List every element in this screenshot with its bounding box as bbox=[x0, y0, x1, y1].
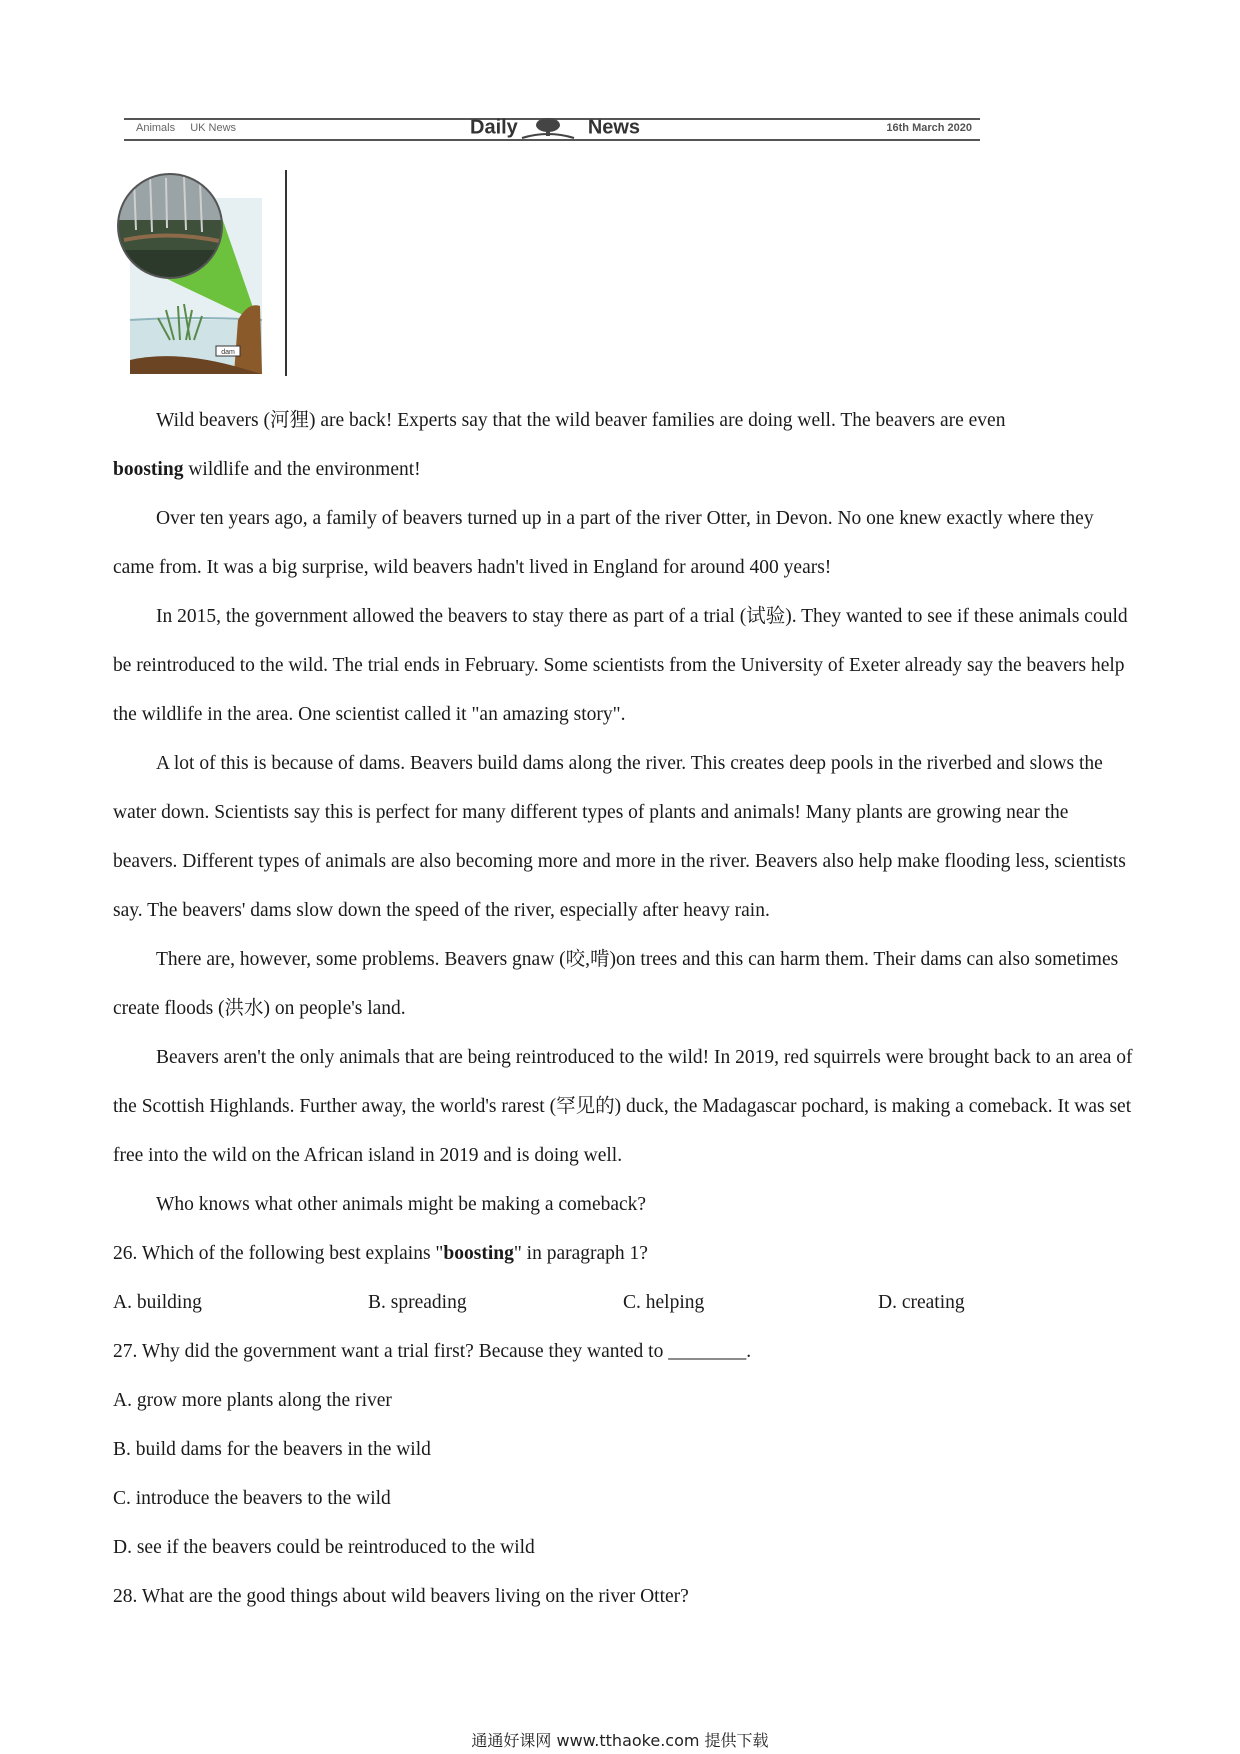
option-26-c[interactable]: C. helping bbox=[623, 1292, 705, 1313]
tree-logo-icon bbox=[518, 116, 578, 140]
option-27-c[interactable]: C. introduce the beavers to the wild bbox=[113, 1488, 391, 1509]
paragraph-7: Who knows what other animals might be making a comeback? bbox=[156, 1194, 647, 1215]
dam-label: dam bbox=[221, 349, 235, 356]
paragraph-3: In 2015, the government allowed the beavers to stay there as part of a trial (试验). They wanted to see if these animals could be reintroduced to the wild. The trial ends in February. Some scientists from the University of Exeter already say the beavers help the wildlife in the area. One scientist called it "an amazing story". bbox=[113, 606, 1128, 725]
option-26-d[interactable]: D. creating bbox=[878, 1292, 965, 1313]
question-26-bold-word: boosting bbox=[443, 1243, 514, 1264]
option-27-d[interactable]: D. see if the beavers could be reintroduced to the wild bbox=[113, 1537, 535, 1558]
title-daily: Daily bbox=[470, 116, 518, 139]
option-26-b[interactable]: B. spreading bbox=[368, 1292, 467, 1313]
paragraph-6: Beavers aren't the only animals that are being reintroduced to the wild! In 2019, red squirrels were brought back to an area of the Scottish Highlands. Further away, the world's rarest (罕见的) duck, the Madagascar pochard, is making a comeback. It was set free into the wild on the African island in 2019 and is doing well. bbox=[113, 1047, 1133, 1166]
newspaper-masthead bbox=[124, 112, 980, 142]
section-uk-news: UK News bbox=[190, 122, 237, 134]
bold-word-boosting: boosting bbox=[113, 459, 184, 480]
paragraph-1-text: Wild beavers (河狸) are back! Experts say that the wild beaver families are doing well. The beavers are even bbox=[156, 410, 1006, 431]
section-animals: Animals bbox=[136, 122, 176, 134]
option-26-a[interactable]: A. building bbox=[113, 1292, 202, 1313]
masthead-sections bbox=[136, 122, 248, 134]
paragraph-5: There are, however, some problems. Beavers gnaw (咬,啃)on trees and this can harm them. Their dams can also sometimes create floods (洪水) on people's land. bbox=[113, 949, 1119, 1019]
masthead-date: 16th March 2020 bbox=[886, 122, 972, 134]
paragraph-1 bbox=[113, 396, 1133, 494]
article-body bbox=[113, 396, 1133, 1621]
paragraph-1-end: wildlife and the environment! bbox=[183, 459, 421, 480]
option-27-a[interactable]: A. grow more plants along the river bbox=[113, 1390, 392, 1411]
question-27: 27. Why did the government want a trial first? Because they wanted to ________. bbox=[113, 1341, 752, 1362]
paragraph-4: A lot of this is because of dams. Beavers build dams along the river. This creates deep pools in the riverbed and slows the water down. Scientists say this is perfect for many different types of plants and animals! Many plants are growing near the beavers. Different types of animals are also becoming more and more in the river. Beavers also help make flooding less, scientists say. The beavers' dams slow down the speed of the river, especially after heavy rain. bbox=[113, 753, 1126, 921]
title-news: News bbox=[587, 116, 641, 139]
question-26 bbox=[113, 1229, 1133, 1278]
question-26-options bbox=[113, 1278, 1133, 1327]
question-28: 28. What are the good things about wild beavers living on the river Otter? bbox=[113, 1586, 689, 1607]
option-27-b[interactable]: B. build dams for the beavers in the wild bbox=[113, 1439, 431, 1460]
paragraph-2: Over ten years ago, a family of beavers turned up in a part of the river Otter, in Devon. No one knew exactly where they came from. It was a big surprise, wild beavers hadn't lived in England for around 400 years! bbox=[113, 508, 1094, 578]
question-26-text: 26. Which of the following best explains " bbox=[113, 1243, 444, 1264]
page-footer: 通通好课网 www.tthaoke.com 提供下载 bbox=[471, 1731, 769, 1750]
question-26-end: " in paragraph 1? bbox=[513, 1243, 648, 1264]
masthead-title bbox=[470, 116, 640, 140]
beaver-dam-illustration bbox=[114, 170, 290, 376]
